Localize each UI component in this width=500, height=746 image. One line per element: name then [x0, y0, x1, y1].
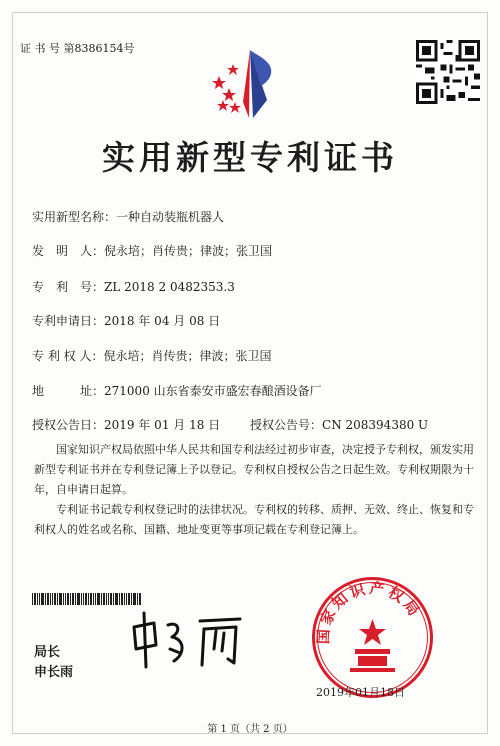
field-value: 倪永培；肖传贵；律波；张卫国	[104, 244, 273, 258]
seal-date: 2019年01月18日	[316, 686, 405, 699]
field-label: 发 明 人：	[32, 244, 105, 258]
field-label: 授权公告号：	[250, 418, 323, 432]
field-label: 专利申请日：	[32, 314, 105, 328]
barcode	[32, 593, 142, 605]
page-number: 第 1 页（共 2 页）	[207, 724, 293, 735]
handwritten-signature	[128, 605, 248, 675]
legal-status-paragraph: 专利证书记载专利权登记时的法律状况。专利权的转移、质押、无效、终止、恢复和专利权人的姓名或名称、国籍、地址变更等事项记载在专利登记簿上。	[34, 503, 474, 536]
field-value: ZL 2018 2 0482353.3	[104, 280, 235, 294]
field-announcement-date	[32, 416, 220, 433]
official-seal	[310, 575, 435, 700]
field-value: 271000 山东省泰安市盛宏春酿酒设备厂	[104, 384, 322, 398]
field-value: 一种自动装瓶机器人	[116, 210, 225, 224]
cnipa-logo	[205, 42, 295, 122]
field-announcement-number	[250, 416, 428, 433]
field-label: 授权公告日：	[32, 418, 105, 432]
field-label: 专 利 权 人：	[32, 349, 104, 363]
signatory-title: 局长	[34, 645, 61, 660]
field-label: 实用新型名称：	[32, 210, 117, 224]
signatory-name: 申长雨	[34, 665, 74, 680]
field-filing-date	[32, 312, 220, 329]
field-patent-number	[32, 278, 235, 295]
field-label: 地 址：	[32, 384, 105, 398]
field-utility-model-name	[32, 208, 224, 225]
field-inventors	[32, 242, 272, 259]
field-label: 专 利 号：	[32, 280, 105, 294]
svg-text:国家知识产权局: 国家知识产权局	[314, 578, 425, 645]
field-address	[32, 382, 322, 399]
grant-statement-paragraph: 国家知识产权局依照中华人民共和国专利法经过初步审查，决定授予专利权，颁发实用新型专利证书并在专利登记簿上予以登记。专利权自授权公告之日起生效。专利权期限为十年，自申请日起算。	[34, 443, 474, 496]
certificate-number: 证 书 号 第8386154号	[20, 42, 135, 55]
certificate-title: 实用新型专利证书	[102, 138, 398, 177]
qr-code	[416, 40, 480, 104]
field-value: 2019 年 01 月 18 日	[104, 418, 221, 432]
field-value: CN 208394380 U	[322, 418, 429, 432]
field-value: 倪永培；肖传贵；律波；张卫国	[103, 349, 272, 363]
field-value: 2018 年 04 月 08 日	[104, 314, 221, 328]
field-patent-holders	[32, 347, 271, 364]
